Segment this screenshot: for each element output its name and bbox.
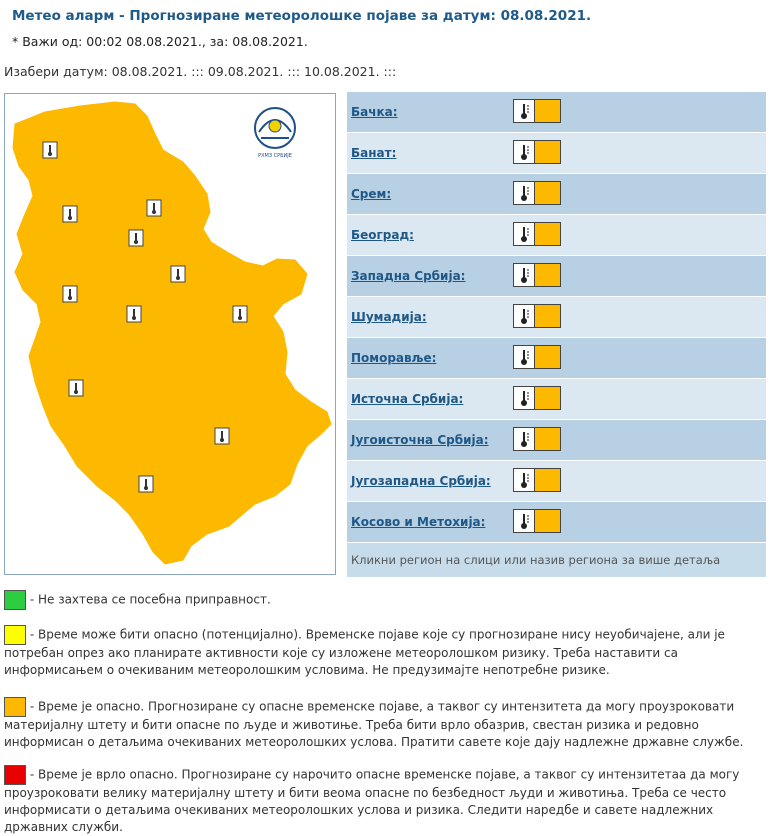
warning-level-orange <box>535 140 561 164</box>
warning-status-icon[interactable] <box>513 304 561 328</box>
red-swatch <box>4 765 26 785</box>
warning-level-orange <box>535 427 561 451</box>
thermometer-icon <box>513 263 535 287</box>
warning-status-icon[interactable] <box>513 509 561 533</box>
thermometer-icon <box>513 99 535 123</box>
date-separator: ::: <box>287 64 301 79</box>
region-row-beograd[interactable] <box>347 215 766 256</box>
region-row-kosovo-i-metohija[interactable] <box>347 502 766 543</box>
regions-hint: Кликни регион на слици или назив региона за више детаља <box>347 543 766 577</box>
map-svg[interactable] <box>5 94 335 574</box>
warning-level-orange <box>535 222 561 246</box>
date-selector-label: Изабери датум: <box>4 64 108 79</box>
thermometer-icon <box>513 222 535 246</box>
yellow-swatch <box>4 625 26 645</box>
thermometer-icon <box>513 345 535 369</box>
warning-status-icon[interactable] <box>513 263 561 287</box>
legend-orange-text: - Време је опасно. Прогнозиране су опасне временске појаве, а таквог су интензитета да могу проузроковати материјалну штету и бити опасне по људе и животиње. Треба бити врло обазрив, свестан ризика и редовно информисан о детаљима очекиваних метеоролошких услова. Пратити савете које дају надлежне државне службе. <box>4 699 744 749</box>
warning-level-orange <box>535 509 561 533</box>
warning-status-icon[interactable] <box>513 181 561 205</box>
region-name[interactable]: Шумадија: <box>351 310 427 324</box>
region-row-srem[interactable] <box>347 174 766 215</box>
warning-level-orange <box>535 304 561 328</box>
thermometer-icon <box>513 427 535 451</box>
orange-swatch <box>4 697 26 717</box>
region-name[interactable]: Источна Србија: <box>351 392 464 406</box>
date-link-1[interactable]: 08.08.2021. <box>111 64 188 79</box>
serbia-warning-map[interactable] <box>4 93 336 575</box>
legend-yellow-text: - Време може бити опасно (потенцијално). Временске појаве које су прогнозиране нису неуобичајене, али је потребан опрез ако планирате активности које су изложене метеоролошком ризику. Треба наставити са информисањем о очекиваним метеоролошким условима. Не предузимајте непотребне ризике. <box>4 627 725 677</box>
date-separator: ::: <box>383 64 397 79</box>
region-row-banat[interactable] <box>347 133 766 174</box>
warning-level-orange <box>535 345 561 369</box>
thermometer-icon <box>513 509 535 533</box>
page-title: Метео аларм - Прогнозиране метеоролошке појаве за датум: 08.08.2021. <box>12 8 592 24</box>
region-name[interactable]: Косово и Метохија: <box>351 515 486 529</box>
validity-text: * Важи од: 00:02 08.08.2021., за: 08.08.2021. <box>12 34 308 49</box>
region-row-sumadija[interactable] <box>347 297 766 338</box>
legend-yellow <box>4 625 764 679</box>
warning-status-icon[interactable] <box>513 345 561 369</box>
regions-table <box>347 92 766 577</box>
region-row-istocna-srbija[interactable] <box>347 379 766 420</box>
region-name[interactable]: Западна Србија: <box>351 269 466 283</box>
region-name[interactable]: Београд: <box>351 228 414 242</box>
region-name[interactable]: Југозападна Србија: <box>351 474 491 488</box>
legend-red-text: - Време је врло опасно. Прогнозиране су нарочито опасне временске појаве, а таквог су интензитетаа да могу проузроковати велику материјалну штету и бити веома опасне по безбедност људи и животиња. Треба се често информисати о детаљима очекиваних метеоролошких услова и ризика. Следити наредбе и савете надлежних државних служби. <box>4 767 740 834</box>
region-row-jugozapadna-srbija[interactable] <box>347 461 766 502</box>
warning-level-orange <box>535 181 561 205</box>
region-name[interactable]: Срем: <box>351 187 392 201</box>
thermometer-icon <box>513 304 535 328</box>
date-separator: ::: <box>191 64 204 79</box>
warning-status-icon[interactable] <box>513 140 561 164</box>
warning-status-icon[interactable] <box>513 427 561 451</box>
region-row-pomoravlje[interactable] <box>347 338 766 379</box>
thermometer-icon <box>513 386 535 410</box>
region-name[interactable]: Југоисточна Србија: <box>351 433 489 447</box>
rhmz-logo <box>255 108 295 159</box>
warning-level-orange <box>535 263 561 287</box>
region-name[interactable]: Банат: <box>351 146 397 160</box>
green-swatch <box>4 590 26 610</box>
warning-status-icon[interactable] <box>513 386 561 410</box>
region-row-jugoistocna-srbija[interactable] <box>347 420 766 461</box>
serbia-map-shape[interactable] <box>13 102 331 564</box>
warning-level-orange <box>535 386 561 410</box>
legend-green-text: - Не захтева се посебна приправност. <box>29 592 271 607</box>
region-row-backa[interactable] <box>347 92 766 133</box>
legend-green <box>4 590 764 610</box>
logo-caption: РХМЗ СРБИЈЕ <box>258 153 292 159</box>
region-row-zapadna-srbija[interactable] <box>347 256 766 297</box>
legend-red <box>4 765 764 836</box>
thermometer-icon <box>513 468 535 492</box>
region-name[interactable]: Бачка: <box>351 105 398 119</box>
warning-level-orange <box>535 468 561 492</box>
warning-status-icon[interactable] <box>513 468 561 492</box>
warning-status-icon[interactable] <box>513 99 561 123</box>
region-name[interactable]: Поморавље: <box>351 351 437 365</box>
date-link-2[interactable]: 09.08.2021. <box>207 64 284 79</box>
date-link-3[interactable]: 10.08.2021. <box>304 64 380 79</box>
thermometer-icon <box>513 140 535 164</box>
date-selector <box>4 64 396 79</box>
warning-status-icon[interactable] <box>513 222 561 246</box>
warning-level-orange <box>535 99 561 123</box>
legend-orange <box>4 697 764 751</box>
thermometer-icon <box>513 181 535 205</box>
